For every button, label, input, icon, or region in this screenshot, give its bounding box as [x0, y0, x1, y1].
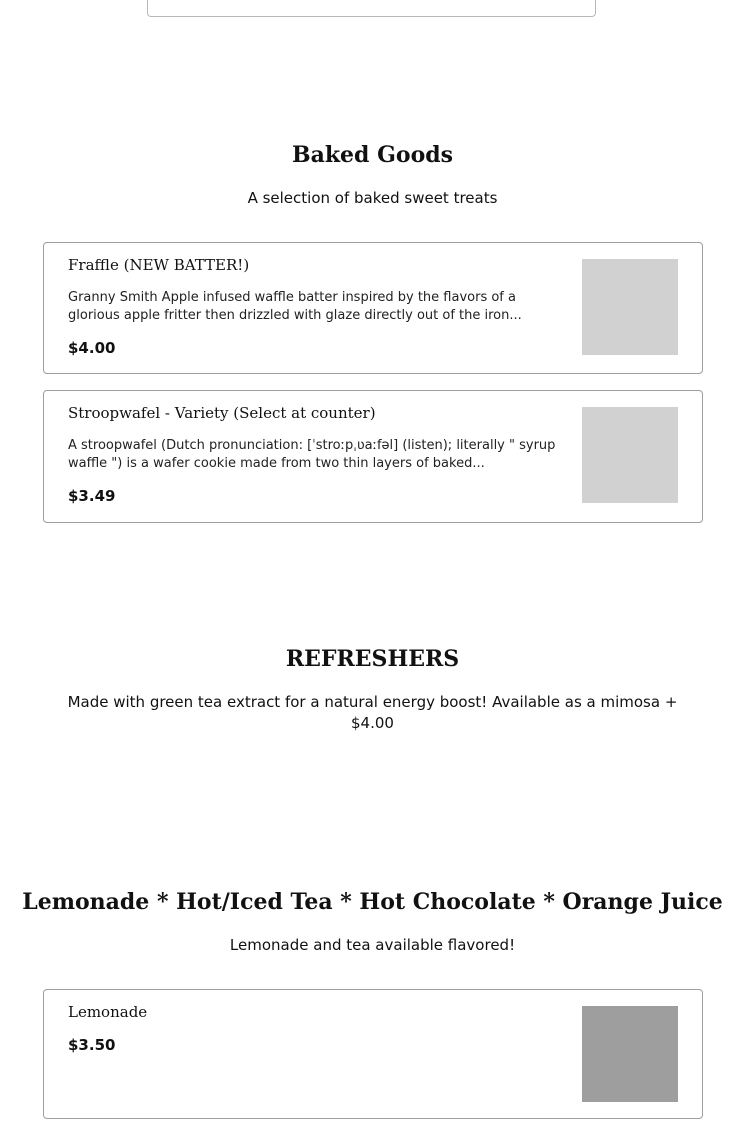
section-title-refreshers: REFRESHERS — [285, 646, 460, 672]
section-title-baked-goods: Baked Goods — [291, 142, 454, 168]
item-image-placeholder — [582, 259, 678, 355]
menu-item-card[interactable] — [147, 0, 596, 17]
item-name: Stroopwafel - Variety (Select at counter) — [68, 404, 376, 422]
menu-item-card-fraffle[interactable] — [43, 242, 703, 374]
item-description: Granny Smith Apple infused waffle batter inspired by the flavors of a glorious apple fritter then drizzled with glaze directly out of the iron... — [68, 290, 522, 323]
item-price: $3.50 — [68, 1036, 116, 1054]
item-price: $3.49 — [68, 487, 116, 505]
menu-item-card-lemonade[interactable] — [43, 989, 703, 1119]
section-title-drinks: Lemonade * Hot/Iced Tea * Hot Chocolate * Orange Juice — [22, 889, 723, 915]
section-description-drinks: Lemonade and tea available flavored! — [229, 936, 516, 954]
item-price: $4.00 — [68, 339, 116, 357]
menu-item-card-stroopwafel[interactable] — [43, 390, 703, 523]
item-description: A stroopwafel (Dutch pronunciation: [ˈstroːpˌʋaːfəl] (listen); literally " syrup waffle ") is a wafer cookie made from two thin layers of baked... — [68, 438, 556, 471]
item-name: Lemonade — [68, 1003, 148, 1021]
item-image-placeholder — [582, 1006, 678, 1102]
item-image-placeholder — [582, 407, 678, 503]
section-description-baked-goods: A selection of baked sweet treats — [247, 189, 498, 207]
section-description-refreshers: Made with green tea extract for a natural energy boost! Available as a mimosa + $4.00 — [67, 693, 678, 732]
item-name: Fraffle (NEW BATTER!) — [68, 256, 250, 274]
